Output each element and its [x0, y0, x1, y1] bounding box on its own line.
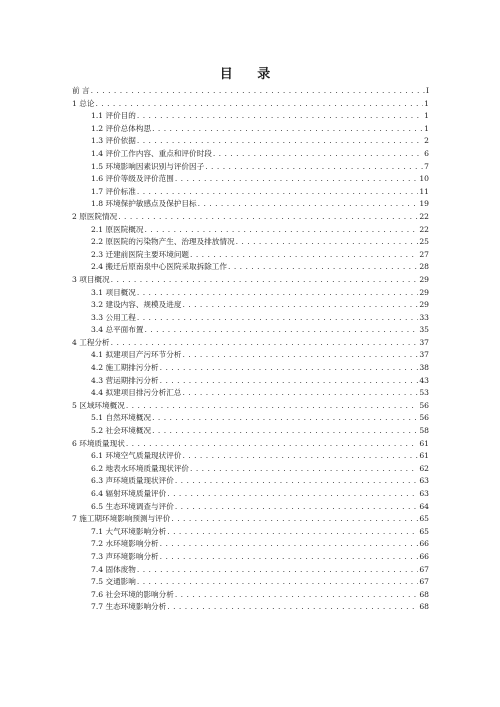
toc-entry-label: 2.4 搬迁后原南泉中心医院采取拆除工作 — [91, 262, 227, 272]
toc-page-number: 35 — [419, 325, 429, 335]
toc-page-number: 22 — [419, 224, 429, 234]
dot-leader — [198, 198, 419, 211]
toc-page-number: 53 — [419, 388, 429, 398]
toc-entry-label: 7.4 固体废物 — [91, 564, 136, 574]
toc-page-number: 66 — [419, 551, 429, 561]
dot-leader — [137, 312, 418, 325]
toc-page-number: 7 — [424, 161, 429, 171]
toc-chapter-entry[interactable] — [72, 438, 429, 451]
toc-page-number: 67 — [419, 577, 429, 587]
toc-subsection-entry[interactable] — [72, 349, 429, 362]
toc-entry-label: 4.4 拟建项目排污分析汇总 — [91, 388, 182, 398]
dot-leader — [171, 513, 418, 526]
toc-subsection-entry[interactable] — [72, 148, 429, 161]
dot-leader — [190, 463, 418, 476]
toc-page-number: 29 — [419, 274, 429, 284]
toc-entry-label: 3 项目概况 — [72, 274, 110, 284]
toc-entry-label: 5.2 社会环境概况 — [91, 426, 152, 436]
toc-entry-label: 2.1 原医院概况 — [91, 224, 144, 234]
dot-leader — [182, 387, 418, 400]
toc-page-number: 37 — [419, 337, 429, 347]
toc-page-number: 28 — [419, 262, 429, 272]
toc-entry-label: 4.3 营运期排污分析 — [91, 375, 159, 385]
toc-subsection-entry[interactable] — [72, 463, 429, 476]
dot-leader — [152, 123, 423, 136]
toc-subsection-entry[interactable] — [72, 186, 429, 199]
toc-subsection-entry[interactable] — [72, 538, 429, 551]
toc-subsection-entry[interactable] — [72, 161, 429, 174]
toc-entry-label: 1 总论 — [72, 98, 95, 108]
toc-entry-label: 4.1 拟建项目产污环节分析 — [91, 350, 182, 360]
toc-page-number: I — [426, 86, 429, 95]
toc-subsection-entry[interactable] — [72, 287, 429, 300]
toc-title: 目 录 — [219, 67, 281, 82]
toc-entry-label: 4.2 施工期排污分析 — [91, 363, 159, 373]
toc-chapter-entry[interactable] — [72, 274, 429, 287]
toc-entry-label: 3.4 总平面布置 — [91, 325, 144, 335]
toc-entry-label: 前 言 — [72, 86, 90, 95]
toc-entry-label: 1.8 环境保护敏感点及保护目标 — [91, 199, 197, 209]
dot-leader — [175, 501, 418, 514]
toc-page-number: 19 — [419, 199, 429, 209]
dot-leader — [213, 148, 423, 161]
toc-entry-label: 2 原医院情况 — [72, 211, 118, 221]
toc-entry-label: 3.2 建设内容、规模及进度 — [91, 300, 182, 310]
toc-subsection-entry[interactable] — [72, 601, 429, 614]
toc-page-number: 1 — [424, 123, 429, 133]
dot-leader — [126, 438, 419, 451]
toc-subsection-entry[interactable] — [72, 110, 429, 123]
toc-page-number: 1 — [424, 111, 429, 121]
dot-leader — [182, 299, 418, 312]
toc-entry-label: 2.3 迁建前医院主要环境问题 — [91, 249, 190, 259]
toc-entry-label: 6.2 地表水环境质量现状评价 — [91, 463, 190, 473]
toc-page-number: 1 — [424, 98, 429, 108]
toc-chapter-entry[interactable] — [72, 85, 429, 98]
toc-subsection-entry[interactable] — [72, 135, 429, 148]
toc-entry-label: 7.1 大气环境影响分析 — [91, 526, 167, 536]
dot-leader — [205, 161, 423, 174]
toc-chapter-entry[interactable] — [72, 337, 429, 350]
toc-subsection-entry[interactable] — [72, 425, 429, 438]
dot-leader — [160, 538, 419, 551]
toc-entry-label: 3.1 项目概况 — [91, 287, 136, 297]
toc-subsection-entry[interactable] — [72, 249, 429, 262]
toc-page-number: 67 — [419, 564, 429, 574]
toc-subsection-entry[interactable] — [72, 299, 429, 312]
toc-entry-label: 6 环境质量现状 — [72, 438, 125, 448]
dot-leader — [137, 186, 418, 199]
toc-subsection-entry[interactable] — [72, 501, 429, 514]
toc-page-number: 11 — [419, 186, 429, 196]
toc-page-number: 33 — [419, 312, 429, 322]
toc-page-number: 62 — [419, 463, 429, 473]
dot-leader — [175, 475, 418, 488]
toc-entry-label: 5.1 自然环境概况 — [91, 413, 152, 423]
dot-leader — [137, 287, 418, 300]
toc-entry-label: 1.1 评价目的 — [91, 111, 136, 121]
toc-entry-label: 7.5 交通影响 — [91, 577, 136, 587]
dot-leader — [167, 601, 418, 614]
toc-page-number: 25 — [419, 237, 429, 247]
table-of-contents — [72, 85, 429, 614]
toc-chapter-entry[interactable] — [72, 400, 429, 413]
toc-entry-label: 1.5 环境影响因素识别与评价因子 — [91, 161, 205, 171]
dot-leader — [236, 236, 419, 249]
toc-page-number: 63 — [419, 476, 429, 486]
dot-leader — [228, 261, 418, 274]
toc-page-number: 61 — [419, 438, 429, 448]
toc-subsection-entry[interactable] — [72, 123, 429, 136]
toc-subsection-entry[interactable] — [72, 576, 429, 589]
dot-leader — [167, 488, 418, 501]
dot-leader — [126, 400, 419, 413]
toc-subsection-entry[interactable] — [72, 412, 429, 425]
toc-page-number: 56 — [419, 400, 429, 410]
dot-leader — [152, 425, 418, 438]
dot-leader — [111, 337, 419, 350]
toc-entry-label: 6.1 环境空气质量现状评价 — [91, 451, 182, 461]
toc-page-number: 63 — [419, 489, 429, 498]
toc-entry-label: 7.7 生态环境影响分析 — [91, 602, 167, 612]
dot-leader — [190, 249, 418, 262]
toc-entry-label: 7.2 水环境影响分析 — [91, 539, 159, 549]
toc-chapter-entry[interactable] — [72, 211, 429, 224]
toc-page-number: 68 — [419, 589, 429, 599]
toc-entry-label: 1.4 评价工作内容、重点和评价时段 — [91, 148, 212, 158]
dot-leader — [144, 224, 418, 237]
toc-entry-label: 7.6 社会环境的影响分析 — [91, 589, 174, 599]
toc-entry-label: 6.3 声环境质量现状评价 — [91, 476, 174, 486]
dot-leader — [144, 324, 418, 337]
toc-subsection-entry[interactable] — [72, 488, 429, 501]
dot-leader — [182, 450, 418, 463]
toc-entry-label: 6.4 辐射环境质量评价 — [91, 489, 167, 498]
dot-leader — [160, 362, 419, 375]
toc-page-number: 38 — [419, 363, 429, 373]
dot-leader — [95, 98, 423, 111]
toc-subsection-entry[interactable] — [72, 475, 429, 488]
toc-subsection-entry[interactable] — [72, 362, 429, 375]
dot-leader — [160, 375, 419, 388]
dot-leader — [160, 551, 419, 564]
toc-entry-label: 2.2 原医院的污染物产生、治理及排放情况 — [91, 237, 235, 247]
toc-page-number: 27 — [419, 249, 429, 259]
toc-entry-label: 5 区域环境概况 — [72, 400, 125, 410]
dot-leader — [167, 526, 418, 539]
toc-page-number: 43 — [419, 375, 429, 385]
toc-subsection-entry[interactable] — [72, 564, 429, 577]
toc-subsection-entry[interactable] — [72, 261, 429, 274]
toc-subsection-entry[interactable] — [72, 450, 429, 463]
toc-page-number: 61 — [419, 451, 429, 461]
dot-leader — [91, 85, 425, 98]
toc-subsection-entry[interactable] — [72, 173, 429, 186]
toc-subsection-entry[interactable] — [72, 236, 429, 249]
toc-page-number: 29 — [419, 287, 429, 297]
toc-page-number: 10 — [419, 174, 429, 184]
toc-subsection-entry[interactable] — [72, 526, 429, 539]
dot-leader — [182, 349, 418, 362]
toc-page-number: 65 — [419, 526, 429, 536]
toc-entry-label: 1.3 评价依据 — [91, 136, 136, 146]
toc-entry-label: 1.6 评价等级及评价范围 — [91, 174, 174, 184]
dot-leader — [137, 564, 418, 577]
toc-entry-label: 6.5 生态环境调查与评价 — [91, 501, 174, 511]
toc-entry-label: 1.7 评价标准 — [91, 186, 136, 196]
toc-page-number: 22 — [419, 211, 429, 221]
toc-page-number: 56 — [419, 413, 429, 423]
toc-subsection-entry[interactable] — [72, 224, 429, 237]
toc-page-number: 37 — [419, 350, 429, 360]
dot-leader — [175, 589, 418, 602]
dot-leader — [118, 211, 418, 224]
toc-page-number: 68 — [419, 602, 429, 612]
toc-entry-label: 7 施工期环境影响预测与评价 — [72, 514, 171, 524]
dot-leader — [175, 173, 418, 186]
toc-page-number: 2 — [424, 136, 429, 146]
toc-entry-label: 7.3 声环境影响分析 — [91, 551, 159, 561]
toc-subsection-entry[interactable] — [72, 551, 429, 564]
toc-page-number: 29 — [419, 300, 429, 310]
toc-chapter-entry[interactable] — [72, 513, 429, 526]
toc-subsection-entry[interactable] — [72, 589, 429, 602]
toc-page-number: 65 — [419, 514, 429, 524]
toc-page-number: 58 — [419, 426, 429, 436]
toc-subsection-entry[interactable] — [72, 198, 429, 211]
toc-subsection-entry[interactable] — [72, 375, 429, 388]
dot-leader — [152, 412, 418, 425]
toc-entry-label: 1.2 评价总体构思 — [91, 123, 152, 133]
dot-leader — [111, 274, 419, 287]
toc-entry-label: 4 工程分析 — [72, 337, 110, 347]
dot-leader — [137, 576, 418, 589]
toc-page-number: 66 — [419, 539, 429, 549]
toc-chapter-entry[interactable] — [72, 98, 429, 111]
toc-page-number: 64 — [419, 501, 429, 511]
dot-leader — [137, 135, 423, 148]
dot-leader — [137, 110, 423, 123]
toc-subsection-entry[interactable] — [72, 312, 429, 325]
toc-entry-label: 3.3 公用工程 — [91, 312, 136, 322]
toc-subsection-entry[interactable] — [72, 324, 429, 337]
toc-page-number: 6 — [424, 148, 429, 158]
toc-subsection-entry[interactable] — [72, 387, 429, 400]
